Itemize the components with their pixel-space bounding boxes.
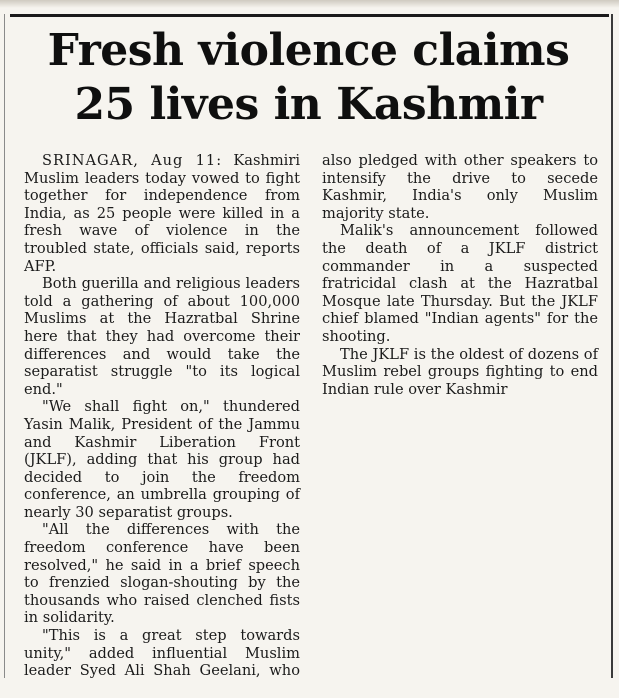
left-border [4,14,5,678]
article-body [24,152,598,682]
paragraph-4: "All the differences with the freedom conference have been resolved," he said in a brief speech to frenzied slogan-shouting by the thousands who raised clenched fists in solidarity. [24,521,300,627]
paragraph-2: Both guerilla and religious leaders told a gathering of about 100,000 Muslims at the Hazratbal Shrine here that they had overcome their differences and would take the separatist struggle "to its logical end." [24,275,300,398]
headline-line-1: Fresh violence claims [47,25,570,76]
right-border [611,14,613,678]
paragraph-6: Malik's announcement followed the death of a JKLF district commander in a suspected fratricidal clash at the Hazratbal Mosque late Thursday. But the JKLF chief blamed "Indian agents" for the shooting. [322,222,598,345]
paragraph-7: The JKLF is the oldest of dozens of Muslim rebel groups fighting to end Indian rule over Kashmir [322,345,598,398]
paragraph-3: "We shall fight on," thundered Yasin Malik, President of the Jammu and Kashmir Liberation Front (JKLF), adding that his group had decided to join the freedom conference, an umbrella grouping of nearly 30 separatist groups. [24,398,300,521]
headline-line-2: 25 lives in Kashmir [74,79,543,130]
paragraph-5: "This is a great step towards unity," added influential Muslim leader Syed Ali Shah Geelani, who also pledged with other speakers to intensify the drive to secede Kashmir, India's only Muslim majority state. [24,152,598,680]
top-rule [10,14,609,17]
headline [12,24,605,132]
paragraph-1-text: Kashmiri Muslim leaders today vowed to fight together for independence from India, as 25 people were killed in a fresh wave of violence in the troubled state, officials said, reports AFP. [24,152,300,275]
paragraph-1 [24,152,300,275]
dateline: SRINAGAR, Aug 11: [42,152,223,169]
torn-top-edge [0,0,619,8]
